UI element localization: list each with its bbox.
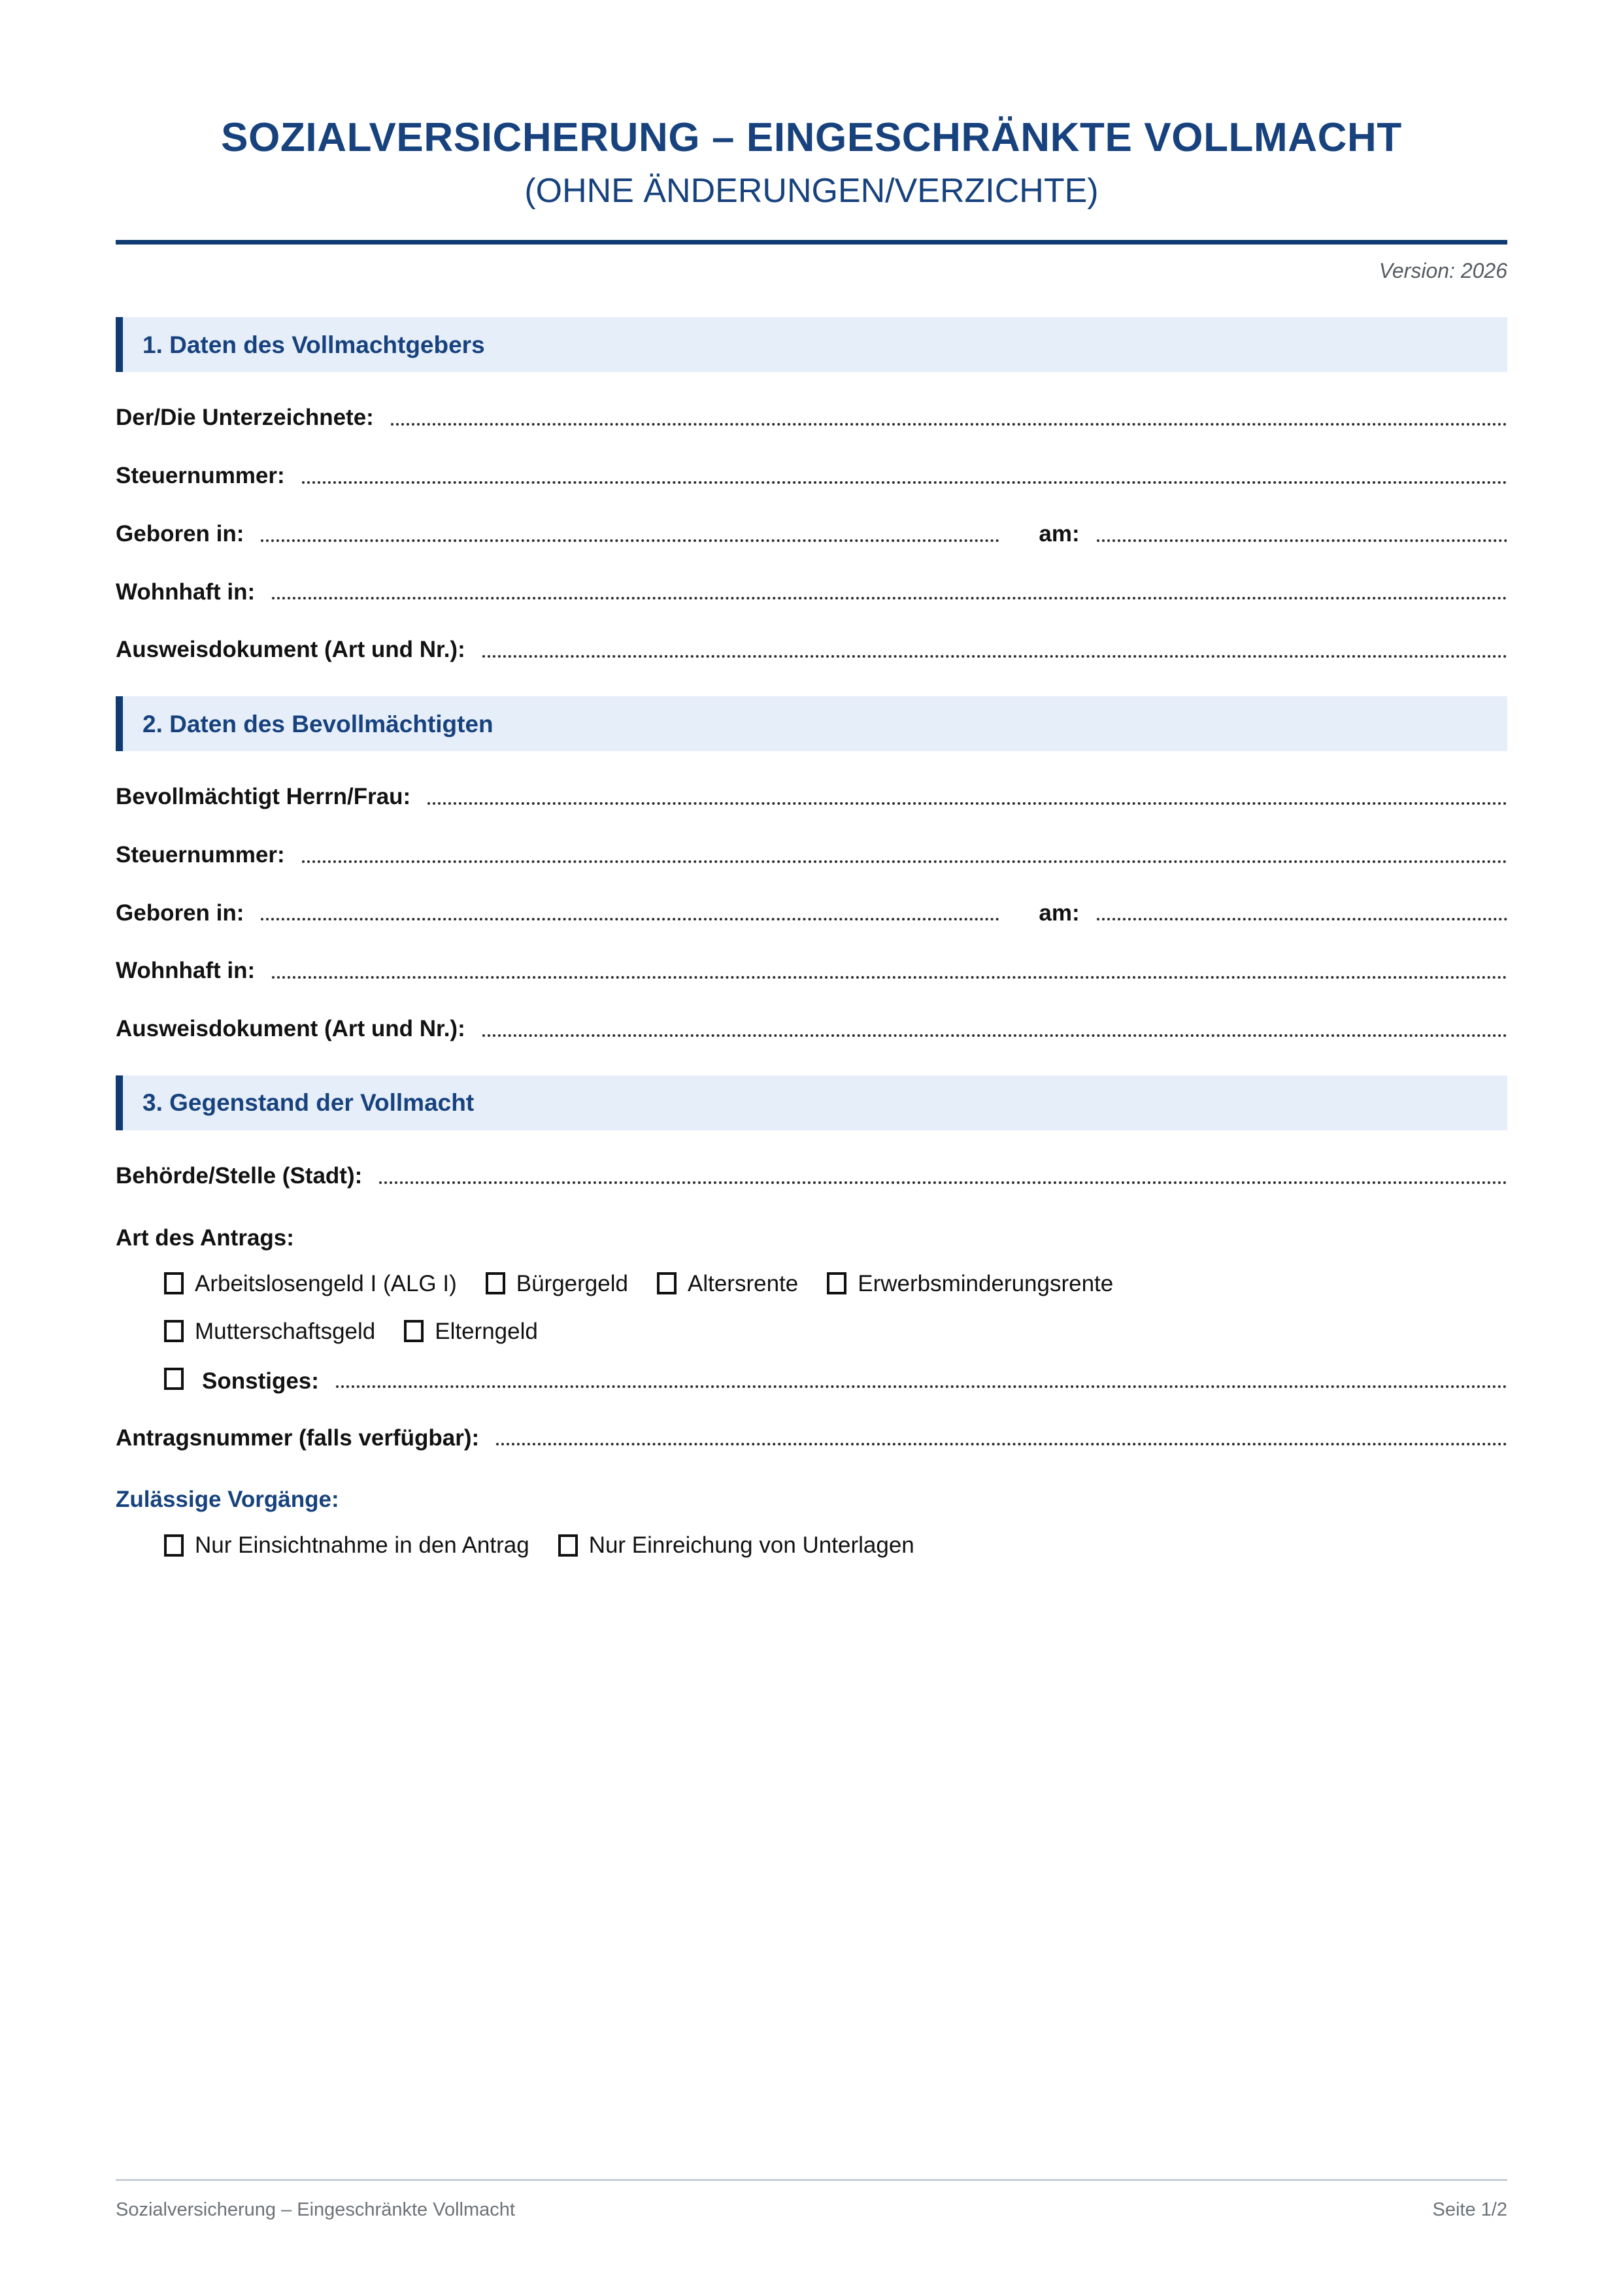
input-authority[interactable] [379,1181,1507,1184]
checkbox-item-einsichtnahme[interactable] [164,1534,529,1557]
field-row-application-number [116,1427,1507,1451]
checkbox-buergergeld[interactable] [486,1272,505,1294]
checkbox-item-einreichung[interactable] [558,1534,914,1557]
label-permitted-actions: Zulässige Vorgänge: [116,1487,339,1513]
label-born-on-2: am: [1039,900,1080,926]
label-residing-1: Wohnhaft in: [116,579,256,605]
input-application-number[interactable] [496,1443,1507,1445]
checkbox-einsichtnahme[interactable] [164,1534,184,1557]
input-tax-number-1[interactable] [302,481,1507,484]
label-id-document-2: Ausweisdokument (Art und Nr.): [116,1016,465,1042]
label-application-number: Antragsnummer (falls verfügbar): [116,1425,480,1451]
field-row-tax-number-2 [116,843,1507,868]
field-row-signatory [116,406,1507,430]
checkbox-label-buergergeld: Bürgergeld [516,1270,628,1296]
input-id-document-2[interactable] [482,1034,1507,1037]
input-born-on-1[interactable] [1097,539,1507,542]
label-born-in-1: Geboren in: [116,520,244,547]
checkbox-alg1[interactable] [164,1272,184,1294]
input-born-in-2[interactable] [261,918,999,920]
checkbox-label-sonstiges: Sonstiges: [202,1368,319,1394]
field-row-id-document-2 [116,1017,1507,1041]
label-born-on-1: am: [1039,520,1080,547]
field-row-id-document-1 [116,638,1507,662]
field-row-tax-number-1 [116,464,1507,488]
checkbox-sonstiges[interactable] [164,1368,184,1390]
section-header-2 [116,696,1507,751]
checkbox-group-other [116,1368,1507,1393]
checkbox-label-elterngeld: Elterngeld [435,1318,538,1344]
footer-document-name: Sozialversicherung – Eingeschränkte Vollmacht [116,2199,515,2220]
checkbox-label-mutterschaftsgeld: Mutterschaftsgeld [195,1318,376,1344]
checkbox-erwerbsminderungsrente[interactable] [827,1272,846,1294]
page-subtitle: (OHNE ÄNDERUNGEN/VERZICHTE) [524,171,1099,210]
input-born-on-2[interactable] [1097,918,1507,920]
field-row-birth-2 [116,902,1507,926]
label-id-document-1: Ausweisdokument (Art und Nr.): [116,637,465,663]
section-accent-bar [116,1075,123,1130]
label-tax-number-2: Steuernummer: [116,841,285,868]
checkbox-group-permitted-actions [116,1534,1507,1557]
label-residing-2: Wohnhaft in: [116,958,256,984]
label-authorized-person: Bevollmächtigt Herrn/Frau: [116,784,411,810]
version-label: Version: 2026 [1379,259,1507,283]
field-row-birth-1 [116,522,1507,547]
checkbox-label-altersrente: Altersrente [687,1270,799,1296]
label-tax-number-1: Steuernummer: [116,463,285,489]
checkbox-label-einreichung: Nur Einreichung von Unterlagen [588,1532,914,1559]
footer-content [116,2199,1507,2221]
field-row-authority [116,1164,1507,1189]
input-tax-number-2[interactable] [302,860,1507,863]
label-signatory: Der/Die Unterzeichnete: [116,405,374,431]
checkbox-item-buergergeld[interactable] [486,1272,628,1295]
title-divider [116,240,1507,245]
section-1-title: 1. Daten des Vollmachtgebers [142,331,485,358]
field-row-residing-1 [116,581,1507,605]
input-signatory[interactable] [391,423,1507,426]
label-application-type: Art des Antrags: [116,1224,294,1251]
checkbox-label-erwerbsminderungsrente: Erwerbsminderungsrente [858,1270,1114,1296]
checkbox-item-altersrente[interactable] [657,1272,798,1295]
checkbox-label-einsichtnahme: Nur Einsichtnahme in den Antrag [195,1532,529,1559]
input-residing-2[interactable] [272,976,1507,979]
input-id-document-1[interactable] [482,655,1507,658]
checkbox-group-application-types-row1 [116,1272,1507,1295]
field-row-authorized-person [116,785,1507,809]
field-row-residing-2 [116,959,1507,983]
input-born-in-1[interactable] [261,539,999,542]
checkbox-item-mutterschaftsgeld[interactable] [164,1320,375,1343]
section-header-3 [116,1075,1507,1130]
checkbox-altersrente[interactable] [657,1272,677,1294]
section-2-title: 2. Daten des Bevollmächtigten [142,710,494,737]
checkbox-label-alg1: Arbeitslosengeld I (ALG I) [195,1270,457,1296]
section-3-title: 3. Gegenstand der Vollmacht [142,1089,475,1117]
checkbox-item-alg1[interactable] [164,1272,457,1295]
label-authority: Behörde/Stelle (Stadt): [116,1162,363,1189]
section-header-1 [116,317,1507,372]
checkbox-group-application-types-row2 [116,1320,1507,1343]
checkbox-mutterschaftsgeld[interactable] [164,1320,184,1342]
section-accent-bar [116,696,123,751]
input-sonstiges[interactable] [336,1385,1507,1388]
checkbox-elterngeld[interactable] [404,1320,424,1342]
footer-page-number: Seite 1/2 [1432,2199,1507,2220]
footer-divider [116,2179,1507,2181]
page-footer [116,2179,1507,2221]
checkbox-item-elterngeld[interactable] [404,1320,538,1343]
title-block [116,0,1507,211]
input-authorized-person[interactable] [427,802,1507,805]
checkbox-einreichung[interactable] [558,1534,578,1557]
checkbox-item-erwerbsminderungsrente[interactable] [827,1272,1113,1295]
section-accent-bar [116,317,123,372]
page-title: SOZIALVERSICHERUNG – EINGESCHRÄNKTE VOLLMACHT [221,115,1402,160]
input-residing-1[interactable] [272,597,1507,599]
label-born-in-2: Geboren in: [116,900,244,926]
